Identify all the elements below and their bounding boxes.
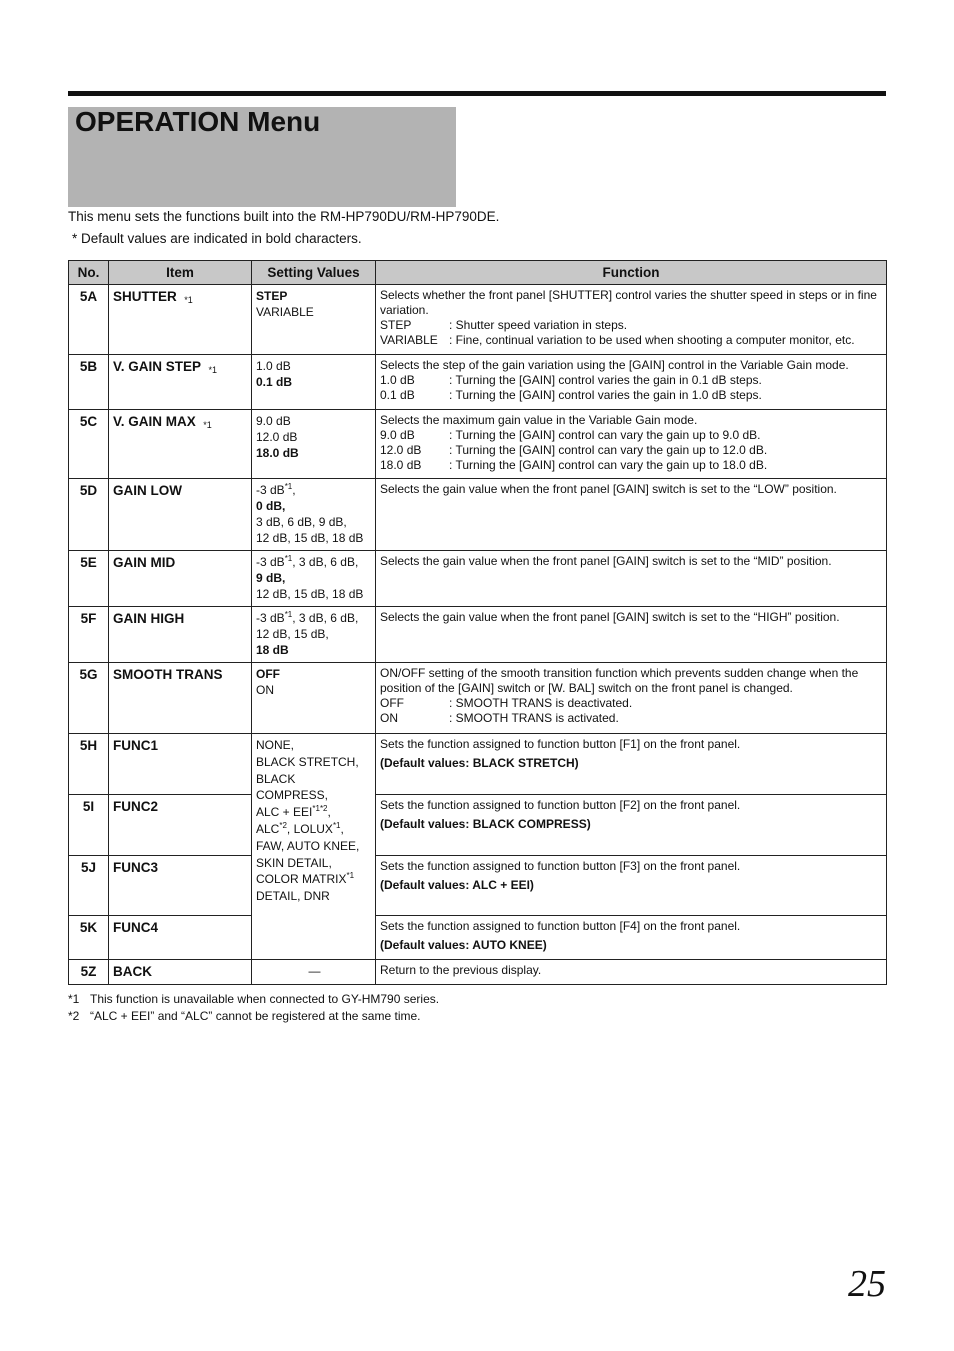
row-values: -3 $dB^{*1}$, 3 dB, 6 dB, 12 dB, 15 dB, 18 dB — [252, 607, 376, 663]
row-values: — — [252, 960, 376, 985]
table-row — [69, 479, 887, 551]
col-no: No. — [69, 261, 109, 285]
footnote-mark: *1 — [184, 295, 193, 305]
row-function: Selects the maximum gain value in the Variable Gain mode. 9.0 dB : Turning the [GAIN] control can vary the gain up to 9.0 dB. 12.0 dB : Turning the [GAIN] control can vary the gain up to 12.0 dB. 18.0 dB : Turning the [GAIN] control can vary the gain up to 18.0 dB. — [376, 410, 887, 479]
row-no: 5C — [69, 410, 109, 479]
row-function: Return to the previous display. — [376, 960, 887, 985]
func-setting-values: NONE, BLACK STRETCH, BLACK COMPRESS, ALC + $EEI^{*1*2}$, ALC$^{*2}$, LOLUX$^{*1}$, FAW, AUTO KNEE, SKIN DETAIL, COLOR MATRIX$^{*1}$ DETAIL, DNR — [252, 734, 376, 960]
row-item: FUNC4 — [109, 916, 252, 960]
row-values: -3 $dB^{*1}$, 3 dB, 6 dB, 9 dB, 12 dB, 15 dB, 18 dB — [252, 551, 376, 607]
row-item: BACK — [109, 960, 252, 985]
row-values: OFF ON — [252, 663, 376, 734]
row-no: 5B — [69, 355, 109, 410]
table-header — [69, 261, 887, 285]
table-row — [69, 551, 887, 607]
col-function: Function — [376, 261, 887, 285]
table-row — [69, 285, 887, 355]
row-no: 5H — [69, 734, 109, 795]
page-title: OPERATION Menu — [75, 106, 321, 137]
default-note: * Default values are indicated in bold characters. — [72, 231, 362, 246]
title-banner — [68, 107, 456, 207]
table-row — [69, 355, 887, 410]
table-row — [69, 856, 887, 916]
row-no: 5Z — [69, 960, 109, 985]
page-number: 25 — [848, 1263, 886, 1305]
col-setting-values: Setting Values — [252, 261, 376, 285]
col-item: Item — [109, 261, 252, 285]
row-no: 5A — [69, 285, 109, 355]
table-row — [69, 663, 887, 734]
row-item: FUNC3 — [109, 856, 252, 916]
row-item: GAIN LOW — [109, 479, 252, 551]
top-rule — [68, 91, 886, 96]
table-row — [69, 960, 887, 985]
row-function: Selects whether the front panel [SHUTTER] control varies the shutter speed in steps or in fine variation. STEP : Shutter speed variation in steps. VARIABLE : Fine, continual variation to be used when shooting a computer monitor, etc. — [376, 285, 887, 355]
row-function: Sets the function assigned to function button [F2] on the front panel. (Default values: BLACK COMPRESS) — [376, 795, 887, 856]
row-item: GAIN MID — [109, 551, 252, 607]
table-row — [69, 795, 887, 856]
row-function: Sets the function assigned to function button [F3] on the front panel. (Default values: ALC + EEI) — [376, 856, 887, 916]
row-function: Selects the gain value when the front panel [GAIN] switch is set to the “HIGH” position. — [376, 607, 887, 663]
operation-menu-table — [68, 260, 887, 985]
footnote-2: *2 “ALC + EEI” and “ALC” cannot be registered at the same time. — [68, 1009, 421, 1023]
row-function: Selects the step of the gain variation using the [GAIN] control in the Variable Gain mode. 1.0 dB : Turning the [GAIN] control varies the gain in 0.1 dB steps. 0.1 dB : Turning the [GAIN] control varies the gain in 1.0 dB steps. — [376, 355, 887, 410]
row-function: Selects the gain value when the front panel [GAIN] switch is set to the “LOW” position. — [376, 479, 887, 551]
table-row — [69, 916, 887, 960]
row-values: -3 $dB^{*1}$, 0 dB, 3 dB, 6 dB, 9 dB, 12 dB, 15 dB, 18 dB — [252, 479, 376, 551]
row-no: 5E — [69, 551, 109, 607]
row-values: STEP VARIABLE — [252, 285, 376, 355]
row-item: SHUTTER *1 — [109, 285, 252, 355]
row-item: FUNC1 — [109, 734, 252, 795]
row-item: FUNC2 — [109, 795, 252, 856]
row-values: 1.0 dB 0.1 dB — [252, 355, 376, 410]
row-values: 9.0 dB 12.0 dB 18.0 dB — [252, 410, 376, 479]
row-function: Sets the function assigned to function button [F1] on the front panel. (Default values: BLACK STRETCH) — [376, 734, 887, 795]
row-function: Sets the function assigned to function button [F4] on the front panel. (Default values: AUTO KNEE) — [376, 916, 887, 960]
row-no: 5G — [69, 663, 109, 734]
row-no: 5J — [69, 856, 109, 916]
footnote-mark: *1 — [208, 365, 218, 375]
row-function: ON/OFF setting of the smooth transition function which prevents sudden change when the position of the [GAIN] switch or [W. BAL] switch on the front panel is changed. OFF : SMOOTH TRANS is deactivated. ON : SMOOTH TRANS is activated. — [376, 663, 887, 734]
footnote-mark: *1 — [203, 420, 212, 430]
footnote-1: *1 This function is unavailable when connected to GY-HM790 series. — [68, 992, 440, 1006]
row-item: V. GAIN MAX *1 — [109, 410, 252, 479]
row-item: GAIN HIGH — [109, 607, 252, 663]
row-no: 5F — [69, 607, 109, 663]
row-no: 5K — [69, 916, 109, 960]
row-no: 5D — [69, 479, 109, 551]
table-row — [69, 410, 887, 479]
row-item: SMOOTH TRANS — [109, 663, 252, 734]
row-no: 5I — [69, 795, 109, 856]
intro-text: This menu sets the functions built into the RM-HP790DU/RM-HP790DE. — [68, 209, 500, 224]
table-row — [69, 734, 887, 795]
table-row — [69, 607, 887, 663]
row-function: Selects the gain value when the front panel [GAIN] switch is set to the “MID” position. — [376, 551, 887, 607]
row-item: V. GAIN STEP *1 — [109, 355, 252, 410]
